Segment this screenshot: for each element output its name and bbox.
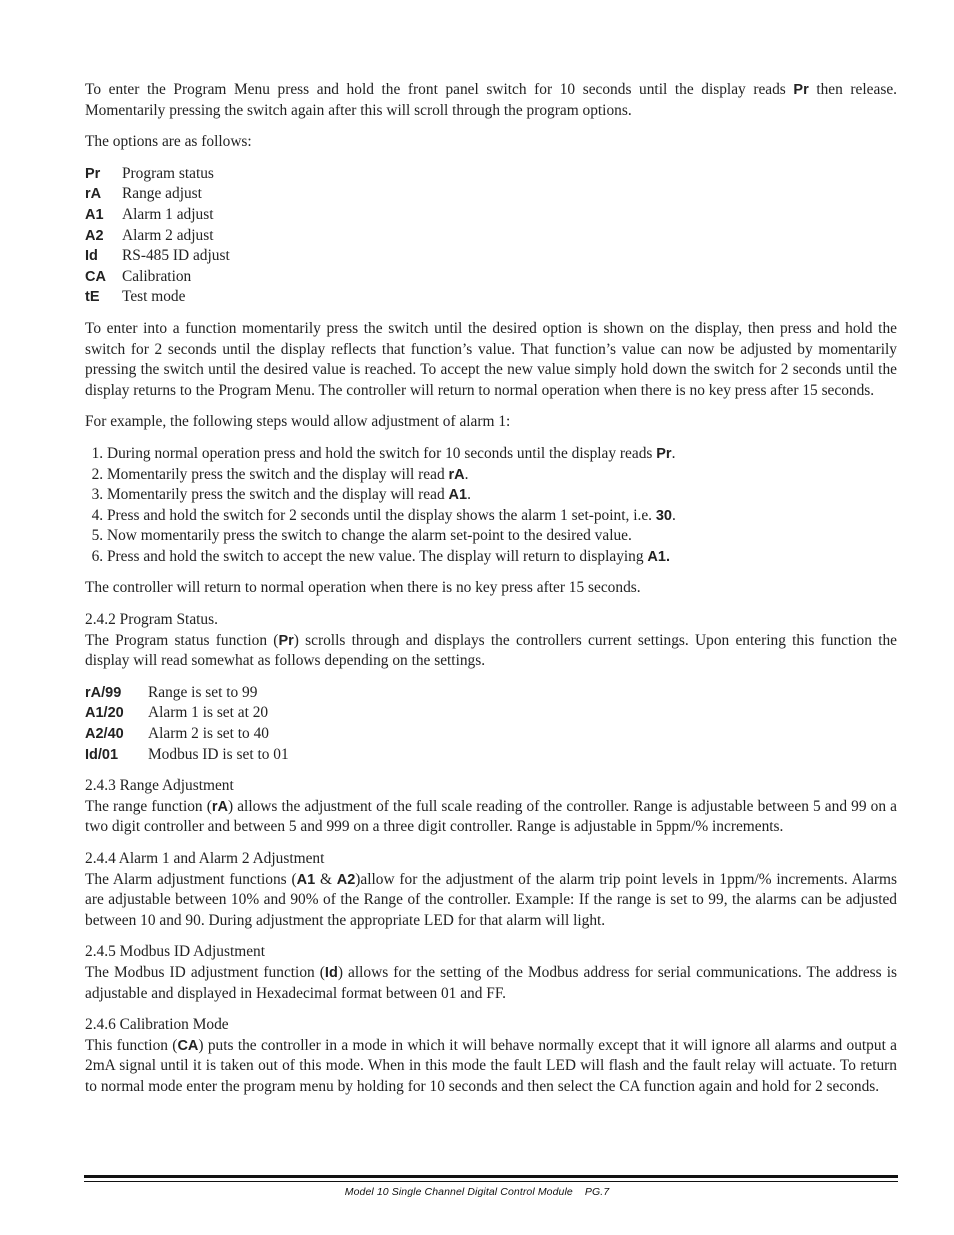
section-heading: 2.4.5 Modbus ID Adjustment — [85, 943, 265, 961]
page-footer: Model 10 Single Channel Digital Control Module PG.7 — [344, 1186, 610, 1198]
alarm-section — [85, 849, 897, 931]
option-item — [85, 184, 897, 205]
option-code: rA — [85, 186, 102, 203]
program-status-paragraph: The Program status function (Pr) scrolls through and displays the controllers current settings. Upon entering this function the display will read somewhat as follows depending on the settings. — [85, 631, 897, 670]
step-item: 6. Press and hold the switch to accept the new value. The display will return to displaying A1. — [107, 547, 897, 568]
option-code: Pr — [85, 165, 101, 182]
return-paragraph: The controller will return to normal operation when there is no key press after 15 seconds. — [85, 579, 641, 597]
option-code: CA — [85, 268, 106, 285]
step-item: 3. Momentarily press the switch and the display will read A1. — [107, 485, 897, 506]
setting-item: Id/01 Modbus ID is set to 01 — [85, 745, 289, 763]
calibration-section — [85, 1015, 897, 1097]
steps-list — [85, 444, 897, 568]
section-heading: 2.4.3 Range Adjustment — [85, 777, 234, 795]
option-label: Range adjust — [122, 185, 202, 203]
option-item — [85, 205, 897, 226]
step-item: 5. Now momentarily press the switch to change the alarm set-point to the desired value. — [107, 526, 897, 547]
step-item: 2. Momentarily press the switch and the display will read rA. — [107, 465, 897, 486]
setting-item: rA/99 Range is set to 99 — [85, 683, 258, 701]
option-item — [85, 246, 897, 267]
options-list — [85, 164, 897, 308]
option-item — [85, 226, 897, 247]
function-paragraph: To enter into a function momentarily press the switch until the desired option is shown on the display, then press and hold the switch for 2 seconds until the display reflects that function’s value. That function’s value can now be adjusted by momentarily pressing the switch until the desired value is reached. To accept the new value simply hold down the switch for 2 seconds until the display returns to the Program Menu. The controller will return to normal operation when there is no key press after 15 seconds. — [85, 319, 897, 399]
footer-rule-thick — [84, 1175, 898, 1178]
footer-rule-thin — [84, 1181, 898, 1182]
step-item: 1. During normal operation press and hold the switch for 10 seconds until the display reads Pr. — [107, 444, 897, 465]
option-code: tE — [85, 289, 100, 306]
option-label: RS-485 ID adjust — [122, 247, 230, 265]
modbus-paragraph: The Modbus ID adjustment function (Id) allows for the setting of the Modbus address for serial communications. The address is adjustable and displayed in Hexadecimal format between 01 and FF. — [85, 963, 897, 1002]
option-item — [85, 287, 897, 308]
document-body — [85, 80, 897, 1109]
option-code: A1 — [85, 206, 104, 223]
intro-text-a: To enter the Program Menu press and hold the front panel switch for 10 seconds until the display reads — [85, 81, 794, 98]
intro-code: Pr — [793, 82, 809, 98]
option-item — [85, 164, 897, 185]
alarm-paragraph: The Alarm adjustment functions (A1 & A2)allow for the adjustment of the alarm trip point levels in 1ppm/% increments. Alarms are adjustable between 10% and 90% of the Range of the controller. Example: If the range is set to 99, the alarms can be adjusted between 10 and 90. During adjustment the appropriate LED for that alarm will light. — [85, 870, 897, 929]
range-paragraph: The range function (rA) allows the adjustment of the full scale reading of the controller. Range is adjustable between 5 and 99 on a two digit controller and between 5 and 999 on a three digit controller. Range is adjustable in 5ppm/% increments. — [85, 797, 897, 836]
setting-item: A2/40 Alarm 2 is set to 40 — [85, 725, 269, 743]
intro-paragraph — [85, 80, 897, 121]
section-heading: 2.4.2 Program Status. — [85, 611, 218, 629]
range-section — [85, 776, 897, 838]
example-paragraph: For example, the following steps would allow adjustment of alarm 1: — [85, 413, 511, 431]
option-label: Alarm 1 adjust — [122, 205, 214, 223]
step-item: 4. Press and hold the switch for 2 seconds until the display shows the alarm 1 set-point, i.e. 30. — [107, 506, 897, 527]
option-label: Calibration — [122, 267, 192, 285]
calibration-paragraph: This function (CA) puts the controller in a mode in which it will behave normally except that it will ignore all alarms and output a 2mA signal until it is taken out of this mode. When in this mode the fault LED will flash and the fault relay will actuate. To return to normal mode enter the program menu by holding for 10 seconds and then select the CA function again and hold for 2 seconds. — [85, 1036, 897, 1095]
options-intro: The options are as follows: — [85, 133, 252, 151]
setting-item: A1/20 Alarm 1 is set at 20 — [85, 704, 269, 722]
option-code: Id — [85, 248, 98, 265]
section-heading: 2.4.6 Calibration Mode — [85, 1016, 229, 1034]
option-label: Alarm 2 adjust — [122, 226, 214, 244]
option-label: Program status — [122, 164, 214, 182]
option-label: Test mode — [122, 288, 186, 306]
settings-list — [85, 683, 897, 765]
option-item — [85, 267, 897, 288]
modbus-section — [85, 942, 897, 1004]
program-status-section — [85, 610, 897, 765]
option-code: A2 — [85, 227, 104, 244]
section-heading: 2.4.4 Alarm 1 and Alarm 2 Adjustment — [85, 850, 325, 867]
intro-text-b: then release. Momentarily pressing the switch again after this will scroll through the program options. — [85, 81, 897, 119]
